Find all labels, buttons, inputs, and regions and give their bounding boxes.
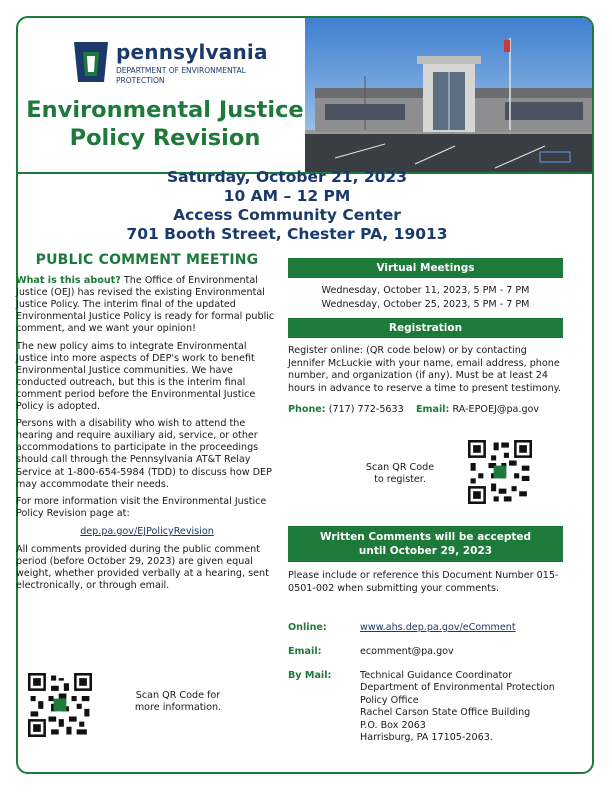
- mail-address: [360, 670, 560, 744]
- online-label: Online:: [288, 622, 327, 633]
- phone-value[interactable]: (717) 772-5633: [328, 404, 404, 415]
- qr-register-caption-line1: Scan QR Code: [365, 462, 435, 473]
- qr-info-caption-line2: more information.: [134, 702, 222, 713]
- qr-code-register-icon[interactable]: [468, 440, 532, 504]
- email2-label: Email:: [288, 646, 322, 657]
- org-dept-line2: PROTECTION: [116, 76, 165, 85]
- title-line2: Policy Revision: [69, 125, 261, 151]
- virtual-meetings-heading: Virtual Meetings: [288, 258, 563, 278]
- written-comments-heading: [288, 526, 563, 562]
- email-value[interactable]: RA-EPOEJ@pa.gov: [452, 404, 540, 415]
- event-address: 701 Booth Street, Chester PA, 19013: [126, 225, 448, 243]
- org-dept: [116, 66, 286, 86]
- info-paragraph: For more information visit the Environmental Justice Policy Revision page at:: [16, 495, 267, 519]
- written-heading-line1: Written Comments will be accepted: [319, 531, 532, 543]
- mail-line: Technical Guidance Coordinator: [360, 670, 513, 681]
- dep-logo: [70, 40, 310, 90]
- org-name: pennsylvania: [116, 40, 268, 64]
- virtual-meeting-2: Wednesday, October 25, 2023, 5 PM - 7 PM: [321, 299, 530, 310]
- comments-paragraph: All comments provided during the public comment period (before October 29, 2023) are given equal weight, whether provided verbally at a hearing, sent electronically, or through email.: [16, 543, 269, 592]
- page-title: [24, 96, 306, 152]
- qr-register-caption-line2: to register.: [374, 474, 426, 485]
- mail-line: Rachel Carson State Office Building: [360, 707, 531, 719]
- mail-line: P.O. Box 2063: [360, 719, 426, 731]
- registration-heading: Registration: [288, 318, 563, 338]
- what-label: What is this about?: [16, 275, 121, 287]
- left-column: [16, 254, 278, 597]
- mail-line: Harrisburg, PA 17105-2063.: [360, 732, 493, 744]
- ecomment-link[interactable]: www.ahs.dep.pa.gov/eComment: [360, 622, 516, 633]
- phone-label: Phone:: [288, 404, 326, 415]
- email-label: Email:: [415, 404, 450, 415]
- header: [18, 18, 592, 174]
- building-photo: [305, 18, 592, 172]
- qr-code-info-icon[interactable]: [28, 673, 92, 737]
- virtual-meetings-list: [288, 284, 563, 312]
- what-paragraph: [16, 275, 278, 335]
- virtual-meeting-1: Wednesday, October 11, 2023, 5 PM - 7 PM: [321, 285, 530, 296]
- qr-info-caption-line1: Scan QR Code for: [135, 690, 221, 701]
- qr-info-caption: [128, 690, 228, 714]
- mail-line: Policy Office: [360, 694, 419, 706]
- what-text: The Office of Environmental Justice (OEJ) has revised the existing Environmental Justice Policy. The interim final of the updated Environmental Justice Policy is ready for formal public comment, and we want your opinion!: [16, 275, 275, 335]
- written-comments-text: Please include or reference this Document Number 015-0501-002 when submitting your comments.: [288, 570, 559, 594]
- event-date: Saturday, October 21, 2023: [166, 168, 408, 186]
- event-venue: Access Community Center: [173, 206, 401, 224]
- section-heading-public-comment: PUBLIC COMMENT MEETING: [35, 252, 259, 268]
- mail-label: By Mail:: [288, 670, 332, 681]
- event-details: [0, 168, 574, 244]
- mail-line: Department of Environmental Protection: [360, 682, 555, 694]
- keystone-logo-icon: [70, 40, 112, 84]
- written-heading-line2: until October 29, 2023: [358, 545, 493, 557]
- accessibility-paragraph: Persons with a disability who wish to attend the hearing and require auxiliary aid, service, or other accommodations to participate in the proceedings should call through the Pennsylvania AT&T Relay Service at 1-800-654-5984 (TDD) to discuss how DEP may accommodate their needs.: [16, 418, 272, 490]
- registration-text: Register online: (QR code below) or by contacting Jennifer McLuckie with your name, email address, phone number, and organization (if any). Must be at least 24 hours in advance to reserve a time to present testimony.: [288, 345, 562, 394]
- registration-contact: [288, 404, 563, 415]
- event-time: 10 AM – 12 PM: [223, 187, 351, 205]
- qr-register-caption: [350, 462, 450, 486]
- title-line1: Environmental Justice: [26, 97, 304, 123]
- policy-paragraph: The new policy aims to integrate Environmental Justice into more aspects of DEP's work to benefit Environmental Justice communities. We have conducted outreach, but this is the interim final comment period before the Environmental Justice Policy is adopted.: [16, 340, 256, 413]
- policy-page-link[interactable]: dep.pa.gov/EJPolicyRevision: [80, 525, 214, 537]
- email2-value[interactable]: ecomment@pa.gov: [360, 646, 454, 657]
- org-dept-line1: DEPARTMENT OF ENVIRONMENTAL: [116, 66, 246, 75]
